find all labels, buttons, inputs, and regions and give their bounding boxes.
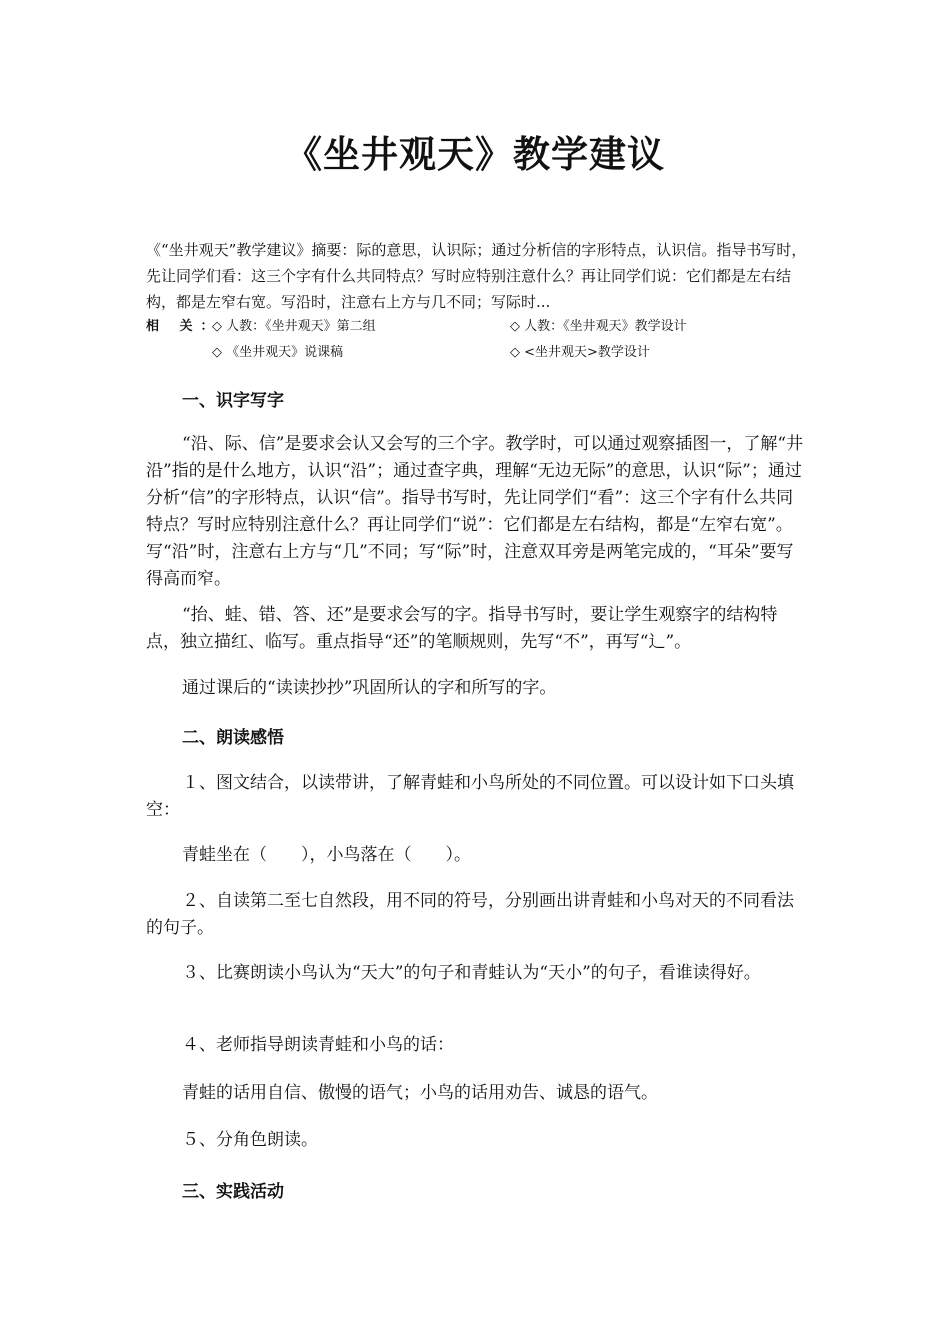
related-link[interactable]: ◇ 《坐井观天》说课稿: [212, 345, 344, 360]
paragraph: １、图文结合，以读带讲，了解青蛙和小鸟所处的不同位置。可以设计如下口头填空：: [146, 773, 794, 820]
section-heading: 一、识字写字: [182, 391, 284, 411]
paragraph: ３、比赛朗读小鸟认为“天大”的句子和青蛙认为“天小”的句子，看谁读得好。: [182, 963, 761, 983]
section-heading: 二、朗读感悟: [182, 728, 284, 748]
paragraph: 青蛙坐在（ ），小鸟落在（ ）。: [182, 845, 471, 865]
related-link[interactable]: ◇ <坐井观天>教学设计: [510, 345, 650, 360]
section-heading: 三、实践活动: [182, 1182, 284, 1202]
paragraph: ５、分角色朗读。: [182, 1130, 318, 1150]
paragraph: “抬、蛙、错、答、还”是要求会写的字。指导书写时，要让学生观察字的结构特点，独立描红、临写。重点指导“还”的笔顺规则，先写“不”，再写“辶”。: [146, 605, 778, 652]
paragraph: 通过课后的“读读抄抄”巩固所认的字和所写的字。: [182, 678, 557, 698]
paragraph: “沿、际、信”是要求会认又会写的三个字。教学时，可以通过观察插图一，了解“井沿”指的是什么地方，认识“沿”；通过查字典，理解“无边无际”的意思，认识“际”；通过分析“信”的字形特点，认识“信”。指导书写时，先让同学们“看”：这三个字有什么共同特点？写时应特别注意什么？再让同学们“说”：它们都是左右结构，都是“左窄右宽”。写“沿”时，注意右上方与“几”不同；写“际”时，注意双耳旁是两笔完成的，“耳朵”要写得高而窄。: [146, 434, 804, 589]
summary: 《“坐井观天”教学建议》摘要：际的意思，认识际；通过分析信的字形特点，认识信。指导书写时，先让同学们看：这三个字有什么共同特点？写时应特别注意什么？再让同学们说：它们都是左右结构，都是左窄右宽。写沿时，注意右上方与几不同；写际时...: [146, 241, 807, 311]
paragraph: ２、自读第二至七自然段，用不同的符号，分别画出讲青蛙和小鸟对天的不同看法的句子。: [146, 891, 794, 938]
page-title: 《坐井观天》教学建议: [285, 133, 665, 176]
related-link[interactable]: ◇ 人教：《坐井观天》教学设计: [510, 319, 687, 334]
related-link[interactable]: ◇ 人教：《坐井观天》第二组: [212, 319, 376, 334]
paragraph: ４、老师指导朗读青蛙和小鸟的话：: [182, 1035, 454, 1055]
related-label: 相 关：: [146, 319, 222, 334]
paragraph: 青蛙的话用自信、傲慢的语气；小鸟的话用劝告、诚恳的语气。: [182, 1083, 658, 1103]
